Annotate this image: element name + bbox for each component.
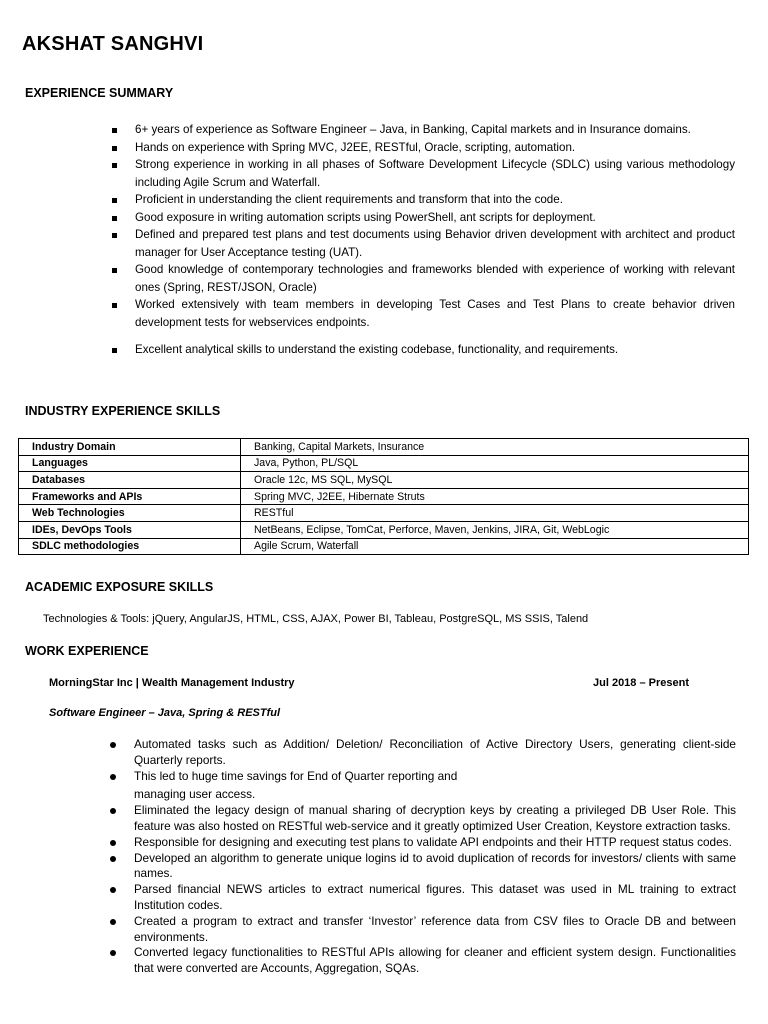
responsibility-item [134, 835, 736, 851]
responsibility-text: Developed an algorithm to generate unique logins id to avoid duplication of records for investors/ clients with same names. [134, 850, 736, 881]
skill-category: Languages [19, 455, 241, 472]
responsibility-text: Converted legacy functionalities to RESTful APIs allowing for cleaner and efficient system design. Functionalities that were converted are Accounts, Aggregation, SQAs. [134, 945, 736, 976]
experience-summary-heading: EXPERIENCE SUMMARY [25, 86, 174, 100]
responsibility-item [134, 737, 736, 769]
company-name: MorningStar Inc | Wealth Management Industry [49, 677, 295, 689]
responsibility-text: Parsed financial NEWS articles to extract numerical figures. This dataset was used in ML training to extract Institution codes. [134, 882, 736, 912]
skill-category: Web Technologies [19, 505, 241, 522]
academic-tools-text: Technologies & Tools: jQuery, AngularJS, HTML, CSS, AJAX, Power BI, Tableau, PostgreSQL, MS SSIS, Talend [43, 613, 589, 625]
skill-category: Frameworks and APIs [19, 488, 241, 505]
responsibility-text: This led to huge time savings for End of Quarter reporting and [134, 768, 458, 783]
table-row [19, 505, 749, 522]
responsibility-text: Eliminated the legacy design of manual sharing of decryption keys by creating a privileged DB User Role. This feature was also hosted on RESTful web-service and it greatly optimized User Creation, Keystore extraction tasks. [134, 803, 736, 833]
table-row [19, 455, 749, 472]
industry-skills-heading: INDUSTRY EXPERIENCE SKILLS [25, 404, 221, 418]
job-title: Software Engineer – Java, Spring & RESTful [49, 707, 281, 719]
table-row [19, 488, 749, 505]
academic-skills-heading: ACADEMIC EXPOSURE SKILLS [25, 580, 214, 594]
table-row [19, 521, 749, 538]
skill-values: NetBeans, Eclipse, TomCat, Perforce, Maven, Jenkins, JIRA, Git, WebLogic [241, 521, 749, 538]
table-row [19, 472, 749, 489]
responsibility-item [134, 882, 736, 914]
experience-summary-list [135, 121, 735, 359]
summary-item: Strong experience in working in all phases of Software Development Lifecycle (SDLC) using various methodology including Agile Scrum and Waterfall. [135, 156, 735, 191]
responsibility-text: Created a program to extract and transfer ‘Investor’ reference data from CSV files to Oracle DB and between environments. [134, 913, 736, 944]
summary-item: Worked extensively with team members in developing Test Cases and Test Plans to create behavior driven development tests for webservices endpoints. [135, 296, 735, 331]
work-experience-heading: WORK EXPERIENCE [25, 644, 149, 658]
responsibility-item [134, 945, 736, 977]
industry-skills-table [18, 438, 749, 555]
responsibility-item [134, 914, 736, 946]
skill-values: Agile Scrum, Waterfall [241, 538, 749, 555]
candidate-name: AKSHAT SANGHVI [22, 33, 204, 55]
skill-category: Industry Domain [19, 439, 241, 456]
summary-item: Good exposure in writing automation scripts using PowerShell, ant scripts for deployment. [135, 209, 735, 227]
responsibility-text: Responsible for designing and executing test plans to validate API endpoints and their HTTP request status codes. [134, 834, 732, 849]
skill-values: Banking, Capital Markets, Insurance [241, 439, 749, 456]
skill-values: Java, Python, PL/SQL [241, 455, 749, 472]
summary-item: Defined and prepared test plans and test documents using Behavior driven development with architect and product manager for User Acceptance testing (UAT). [135, 226, 735, 261]
skill-category: Databases [19, 472, 241, 489]
summary-item: 6+ years of experience as Software Engineer – Java, in Banking, Capital markets and in Insurance domains. [135, 121, 735, 139]
summary-item: Proficient in understanding the client requirements and transform that into the code. [135, 191, 735, 209]
skill-values: RESTful [241, 505, 749, 522]
responsibility-continuation: managing user access. [134, 787, 256, 802]
responsibility-text: Automated tasks such as Addition/ Deletion/ Reconciliation of Active Directory Users, generating client-side Quarterly reports. [134, 737, 736, 767]
skill-values: Spring MVC, J2EE, Hibernate Struts [241, 488, 749, 505]
summary-item: Good knowledge of contemporary technologies and frameworks blended with experience of working with relevant ones (Spring, REST/JSON, Oracle) [135, 261, 735, 296]
table-row [19, 538, 749, 555]
skill-values: Oracle 12c, MS SQL, MySQL [241, 472, 749, 489]
skill-category: IDEs, DevOps Tools [19, 521, 241, 538]
responsibility-item [134, 803, 736, 835]
table-row [19, 439, 749, 456]
responsibility-item [134, 851, 736, 883]
summary-item: Excellent analytical skills to understand the existing codebase, functionality, and requirements. [135, 341, 735, 359]
summary-item: Hands on experience with Spring MVC, J2EE, RESTful, Oracle, scripting, automation. [135, 139, 735, 157]
employment-dates: Jul 2018 – Present [593, 677, 690, 689]
skill-category: SDLC methodologies [19, 538, 241, 555]
responsibility-item [134, 769, 736, 804]
work-responsibilities-list [134, 737, 736, 977]
